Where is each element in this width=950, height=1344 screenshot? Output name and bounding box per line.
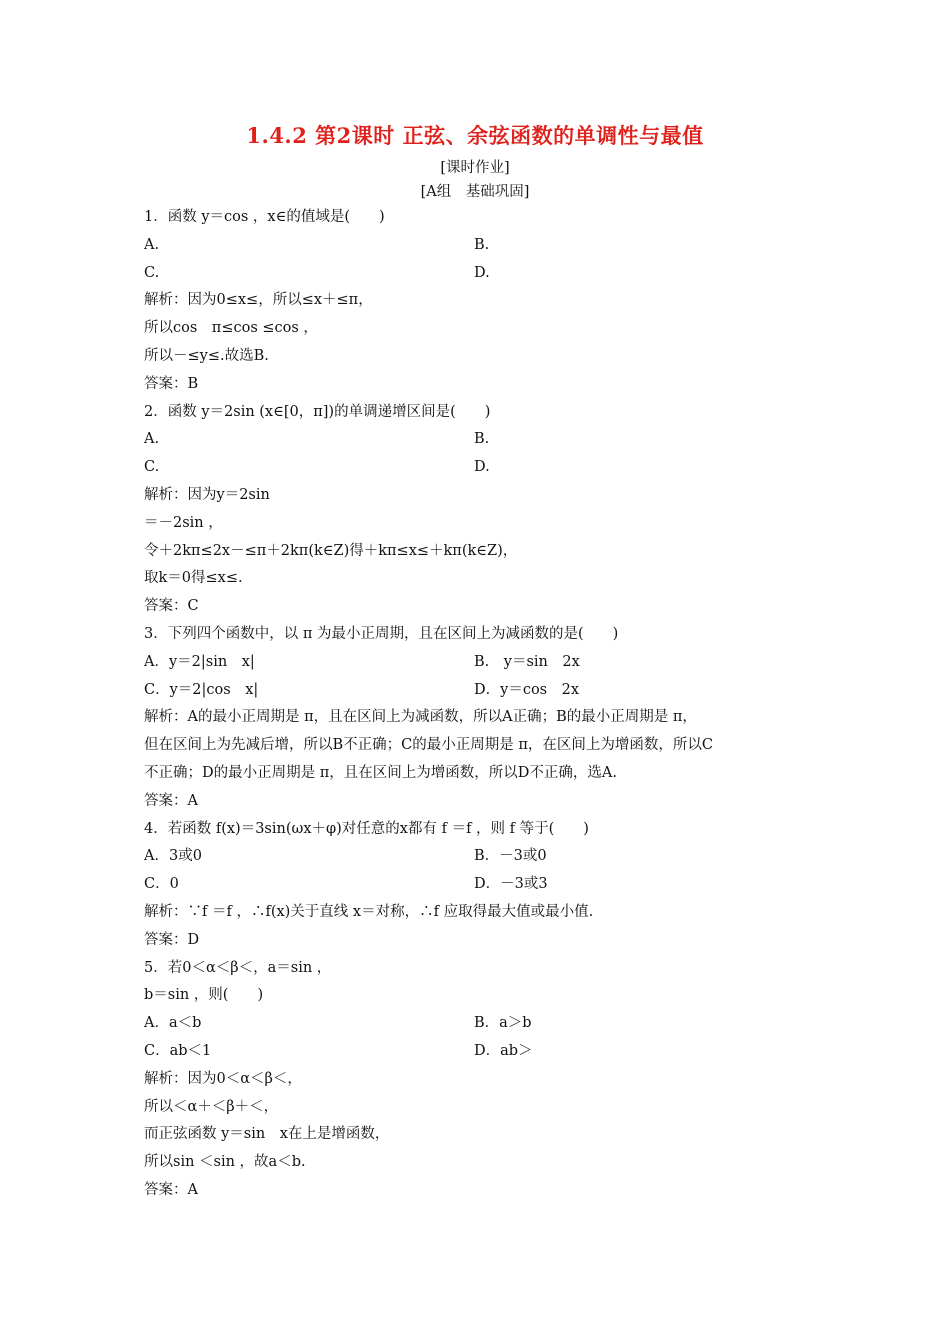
text-line: 所以cos π≤cos ≤cos ， bbox=[144, 320, 318, 337]
option-right: D．y＝cos 2x bbox=[474, 681, 580, 698]
option-left: C．y＝2|cos x| bbox=[144, 681, 259, 698]
option-row bbox=[144, 871, 824, 899]
option-right: B．a＞b bbox=[474, 1015, 532, 1032]
text-line: 不正确；D的最小正周期是 π，且在区间上为增函数，所以D不正确，选A. bbox=[144, 764, 617, 781]
option-left: A．y＝2|sin x| bbox=[144, 653, 255, 670]
option-right: B. bbox=[474, 431, 490, 448]
option-row bbox=[144, 232, 824, 260]
option-right: D．－3或3 bbox=[474, 876, 548, 893]
option-right: B．－3或0 bbox=[474, 848, 547, 865]
option-left: A. bbox=[144, 236, 160, 253]
text-line: 取k＝0得≤x≤. bbox=[144, 570, 243, 587]
option-left: A．a＜b bbox=[144, 1015, 202, 1032]
text-line: b＝sin ，则( ) bbox=[144, 987, 264, 1004]
option-right: D. bbox=[474, 459, 490, 476]
option-row bbox=[144, 677, 824, 705]
text-line: 答案：A bbox=[144, 1181, 198, 1198]
option-row bbox=[144, 649, 824, 677]
option-row bbox=[144, 426, 824, 454]
option-row bbox=[144, 843, 824, 871]
text-line: 但在区间上为先减后增，所以B不正确；C的最小正周期是 π，在区间上为增函数，所以C bbox=[144, 737, 713, 754]
section-label-homework: [课时作业] bbox=[440, 160, 510, 176]
text-line: 4．若函数 f(x)＝3sin(ωx＋φ)对任意的x都有 f ＝f ，则 f 等于( ) bbox=[144, 820, 589, 837]
option-right: D. bbox=[474, 264, 490, 281]
option-right: B. y＝sin 2x bbox=[474, 653, 580, 670]
text-line: 所以＜α＋＜β＋＜， bbox=[144, 1098, 279, 1115]
page-title: 1.4.2 第2课时 正弦、余弦函数的单调性与最值 bbox=[246, 123, 704, 148]
option-right: B. bbox=[474, 236, 490, 253]
option-left: C. bbox=[144, 459, 160, 476]
option-left: C．0 bbox=[144, 876, 179, 893]
text-line: 而正弦函数 y＝sin x在上是增函数， bbox=[144, 1126, 390, 1143]
text-line: 1．函数 y＝cos ，x∈的值域是( ) bbox=[144, 209, 385, 225]
text-line: 答案：D bbox=[144, 931, 200, 948]
option-left: A. bbox=[144, 431, 160, 448]
option-left: A．3或0 bbox=[144, 848, 202, 865]
text-line: 3．下列四个函数中，以 π 为最小正周期，且在区间上为减函数的是( ) bbox=[144, 625, 619, 642]
text-line: 答案：C bbox=[144, 598, 199, 615]
option-right: D．ab＞ bbox=[474, 1042, 533, 1059]
text-line: ＝－2sin ， bbox=[144, 514, 223, 531]
text-line: 2．函数 y＝2sin (x∈[0，π])的单调递增区间是( ) bbox=[144, 403, 491, 420]
text-line: 答案：B bbox=[144, 375, 199, 392]
text-line: 解析：A的最小正周期是 π，且在区间上为减函数，所以A正确；B的最小正周期是 π， bbox=[144, 709, 697, 726]
option-row bbox=[144, 1010, 824, 1038]
text-line: 解析：因为0≤x≤，所以≤x＋≤π， bbox=[144, 292, 373, 309]
text-line: 所以sin ＜sin ，故a＜b. bbox=[144, 1154, 306, 1171]
text-line: 解析：因为y＝2sin bbox=[144, 486, 270, 503]
option-left: C．ab＜1 bbox=[144, 1042, 212, 1059]
exercise-content bbox=[144, 204, 824, 1205]
text-line: 5．若0＜α＜β＜，a＝sin ， bbox=[144, 959, 332, 976]
option-row bbox=[144, 260, 824, 288]
option-left: C. bbox=[144, 264, 160, 281]
text-line: 解析：因为0＜α＜β＜， bbox=[144, 1070, 302, 1087]
section-label-group-a: [A组 基础巩固] bbox=[420, 184, 530, 200]
text-line: 解析：∵f ＝f ，∴f(x)关于直线 x＝对称，∴f 应取得最大值或最小值. bbox=[144, 903, 594, 920]
option-row bbox=[144, 1038, 824, 1066]
text-line: 所以－≤y≤.故选B. bbox=[144, 347, 269, 364]
text-line: 答案：A bbox=[144, 792, 198, 809]
option-row bbox=[144, 454, 824, 482]
text-line: 令＋2kπ≤2x－≤π＋2kπ(k∈Z)得＋kπ≤x≤＋kπ(k∈Z)， bbox=[144, 542, 518, 559]
